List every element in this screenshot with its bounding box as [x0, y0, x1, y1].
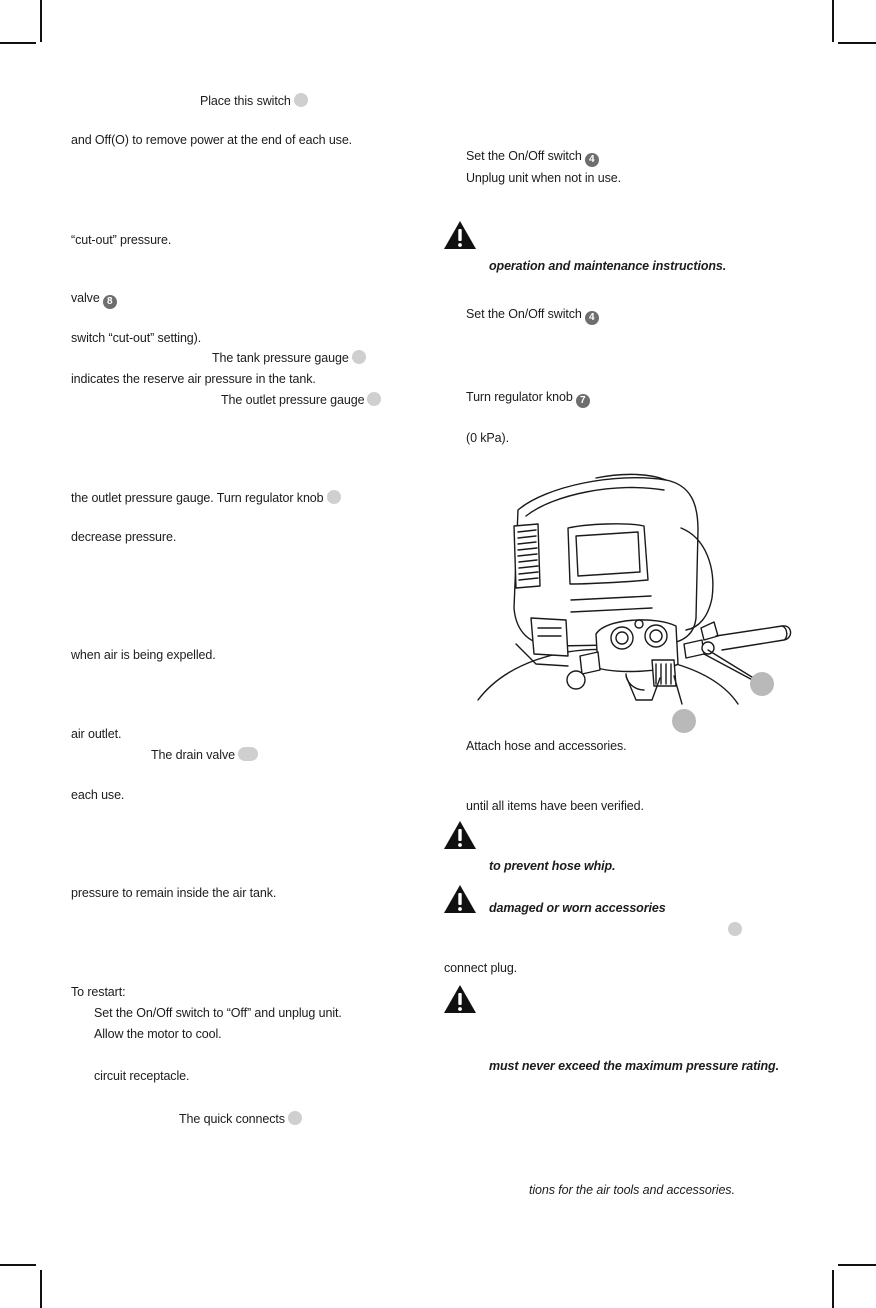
callout-marker-4: 4	[585, 311, 599, 325]
left-line: “cut-out” pressure.	[71, 233, 172, 247]
left-line: when air is being expelled.	[71, 648, 216, 662]
warning-triangle-icon	[443, 984, 477, 1014]
left-line: Place this switch	[200, 93, 308, 109]
callout-marker	[294, 93, 308, 107]
right-line-emphasis: operation and maintenance instructions.	[489, 259, 727, 273]
callout-marker-4: 4	[585, 153, 599, 167]
callout-marker	[288, 1111, 302, 1125]
right-line: Set the On/Off switch 4	[466, 306, 599, 325]
right-line-emphasis: to prevent hose whip.	[489, 859, 616, 873]
callout-marker	[728, 922, 742, 936]
left-line: each use.	[71, 788, 125, 802]
figure-callout-marker	[750, 672, 774, 696]
left-line: The outlet pressure gauge	[221, 392, 381, 408]
crop-mark-top-right-h	[838, 42, 876, 44]
left-line: decrease pressure.	[71, 530, 177, 544]
left-line: The drain valve	[151, 747, 258, 763]
right-line-emphasis: damaged or worn accessories	[489, 901, 666, 915]
left-line: switch “cut-out” setting).	[71, 331, 202, 345]
right-line-italic: tions for the air tools and accessories.	[529, 1183, 735, 1197]
left-line: circuit receptacle.	[94, 1069, 190, 1083]
right-line: Turn regulator knob 7	[466, 389, 590, 408]
left-line: Allow the motor to cool.	[94, 1027, 222, 1041]
left-line: and Off(O) to remove power at the end of each use.	[71, 133, 353, 147]
crop-mark-bottom-right-v	[832, 1270, 834, 1308]
callout-marker-8: 8	[103, 295, 117, 309]
left-line: The quick connects	[179, 1111, 302, 1127]
callout-marker-7: 7	[576, 394, 590, 408]
air-compressor-illustration	[476, 468, 806, 738]
callout-marker	[367, 392, 381, 406]
left-line: the outlet pressure gauge. Turn regulator knob	[71, 490, 341, 506]
warning-triangle-icon	[443, 820, 477, 850]
right-line: connect plug.	[444, 961, 518, 975]
crop-mark-top-left-v	[40, 0, 42, 42]
right-line-emphasis: must never exceed the maximum pressure rating.	[489, 1059, 779, 1073]
figure-callout-marker	[672, 709, 696, 733]
crop-mark-bottom-right-h	[838, 1264, 876, 1266]
callout-marker	[327, 490, 341, 504]
warning-triangle-icon	[443, 884, 477, 914]
right-line: Attach hose and accessories.	[466, 739, 627, 753]
left-line: The tank pressure gauge	[212, 350, 366, 366]
left-line: To restart:	[71, 985, 126, 999]
left-line: air outlet.	[71, 727, 122, 741]
callout-marker	[238, 747, 258, 761]
crop-mark-bottom-left-h	[0, 1264, 36, 1266]
crop-mark-top-left-h	[0, 42, 36, 44]
right-line: until all items have been verified.	[466, 799, 644, 813]
left-line: Set the On/Off switch to “Off” and unplug unit.	[94, 1006, 342, 1020]
crop-mark-bottom-left-v	[40, 1270, 42, 1308]
warning-triangle-icon	[443, 220, 477, 250]
right-line: (0 kPa).	[466, 431, 509, 445]
callout-marker	[352, 350, 366, 364]
left-line: valve 8	[71, 290, 117, 309]
left-line: pressure to remain inside the air tank.	[71, 886, 277, 900]
right-line: Unplug unit when not in use.	[466, 171, 621, 185]
right-line: Set the On/Off switch 4	[466, 148, 599, 167]
left-line: indicates the reserve air pressure in the tank.	[71, 372, 316, 386]
crop-mark-top-right-v	[832, 0, 834, 42]
